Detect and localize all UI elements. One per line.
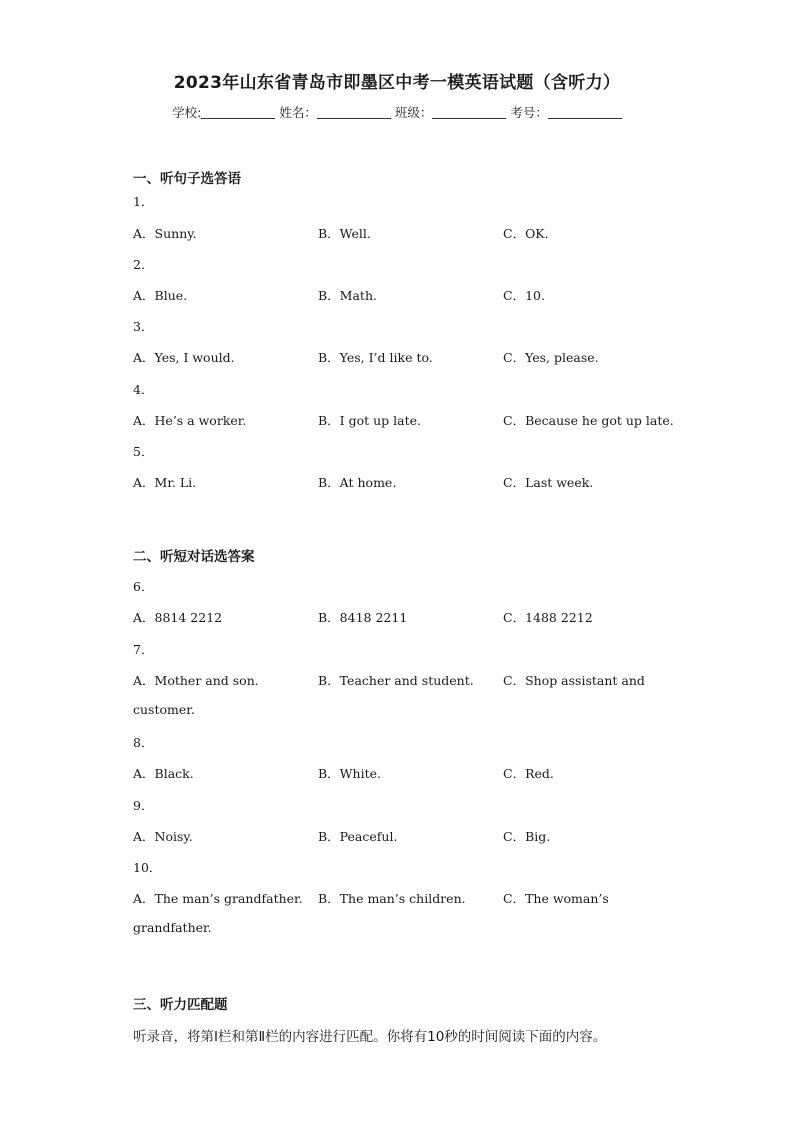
option-c[interactable]: C．1488 2212: [503, 610, 593, 625]
number-label: 考号：: [510, 105, 548, 120]
question-number: 8．: [133, 735, 154, 750]
name-blank[interactable]: [317, 106, 391, 119]
option-a[interactable]: A．The man’s grandfather.: [133, 891, 303, 906]
option-c[interactable]: C．Yes, please.: [503, 350, 599, 365]
option-b[interactable]: B．At home.: [318, 475, 397, 490]
option-a[interactable]: A．Noisy.: [133, 829, 193, 844]
option-c[interactable]: C．Red.: [503, 766, 554, 781]
option-c[interactable]: C．Shop assistant and: [503, 673, 645, 688]
question-number: 3．: [133, 319, 154, 334]
student-info-line: [0, 103, 794, 121]
question-number: 7．: [133, 642, 154, 657]
question-number: 1．: [133, 194, 154, 209]
question-number: 9．: [133, 798, 154, 813]
section-heading-2: 二、听短对话选答案: [133, 549, 255, 565]
option-a[interactable]: A．Mr. Li.: [133, 475, 197, 490]
question-number: 6．: [133, 579, 154, 594]
option-a[interactable]: A．Blue.: [133, 288, 188, 303]
option-a[interactable]: A．8814 2212: [133, 610, 223, 625]
option-b[interactable]: B．8418 2211: [318, 610, 408, 625]
option-c[interactable]: C．OK.: [503, 226, 549, 241]
option-b[interactable]: B．The man’s children.: [318, 891, 466, 906]
section-instruction: 听录音，将第Ⅰ栏和第Ⅱ栏的内容进行匹配。你将有10秒的时间阅读下面的内容。: [133, 1029, 607, 1045]
option-c[interactable]: C．Last week.: [503, 475, 594, 490]
question-number: 2．: [133, 257, 154, 272]
option-b[interactable]: B．I got up late.: [318, 413, 421, 428]
class-blank[interactable]: [432, 106, 506, 119]
option-a[interactable]: A．Black.: [133, 766, 194, 781]
question-number: 10．: [133, 860, 162, 875]
option-b[interactable]: B．White.: [318, 766, 381, 781]
question-number: 5．: [133, 444, 154, 459]
option-b[interactable]: B．Teacher and student.: [318, 673, 474, 688]
option-c-continuation: grandfather.: [133, 920, 212, 935]
option-b[interactable]: B．Yes, I’d like to.: [318, 350, 433, 365]
option-a[interactable]: A．Mother and son.: [133, 673, 259, 688]
school-label: 学校:: [172, 105, 202, 120]
option-c[interactable]: C．Because he got up late.: [503, 413, 674, 428]
option-c-continuation: customer.: [133, 702, 195, 717]
option-a[interactable]: A．Sunny.: [133, 226, 197, 241]
option-a[interactable]: A．He’s a worker.: [133, 413, 247, 428]
section-heading-3: 三、听力匹配题: [133, 997, 228, 1013]
page-title: 2023年山东省青岛市即墨区中考一模英语试题（含听力）: [173, 73, 621, 93]
name-label: 姓名：: [279, 105, 317, 120]
class-label: 班级：: [394, 105, 433, 120]
school-blank[interactable]: [201, 106, 275, 119]
option-a[interactable]: A．Yes, I would.: [133, 350, 235, 365]
option-b[interactable]: B．Math.: [318, 288, 377, 303]
option-c[interactable]: C．10.: [503, 288, 545, 303]
section-heading-1: 一、听句子选答语: [133, 171, 241, 187]
option-c[interactable]: C．Big.: [503, 829, 551, 844]
question-number: 4．: [133, 382, 154, 397]
option-b[interactable]: B．Well.: [318, 226, 371, 241]
option-b[interactable]: B．Peaceful.: [318, 829, 398, 844]
option-c[interactable]: C．The woman’s: [503, 891, 609, 906]
number-blank[interactable]: [548, 106, 622, 119]
